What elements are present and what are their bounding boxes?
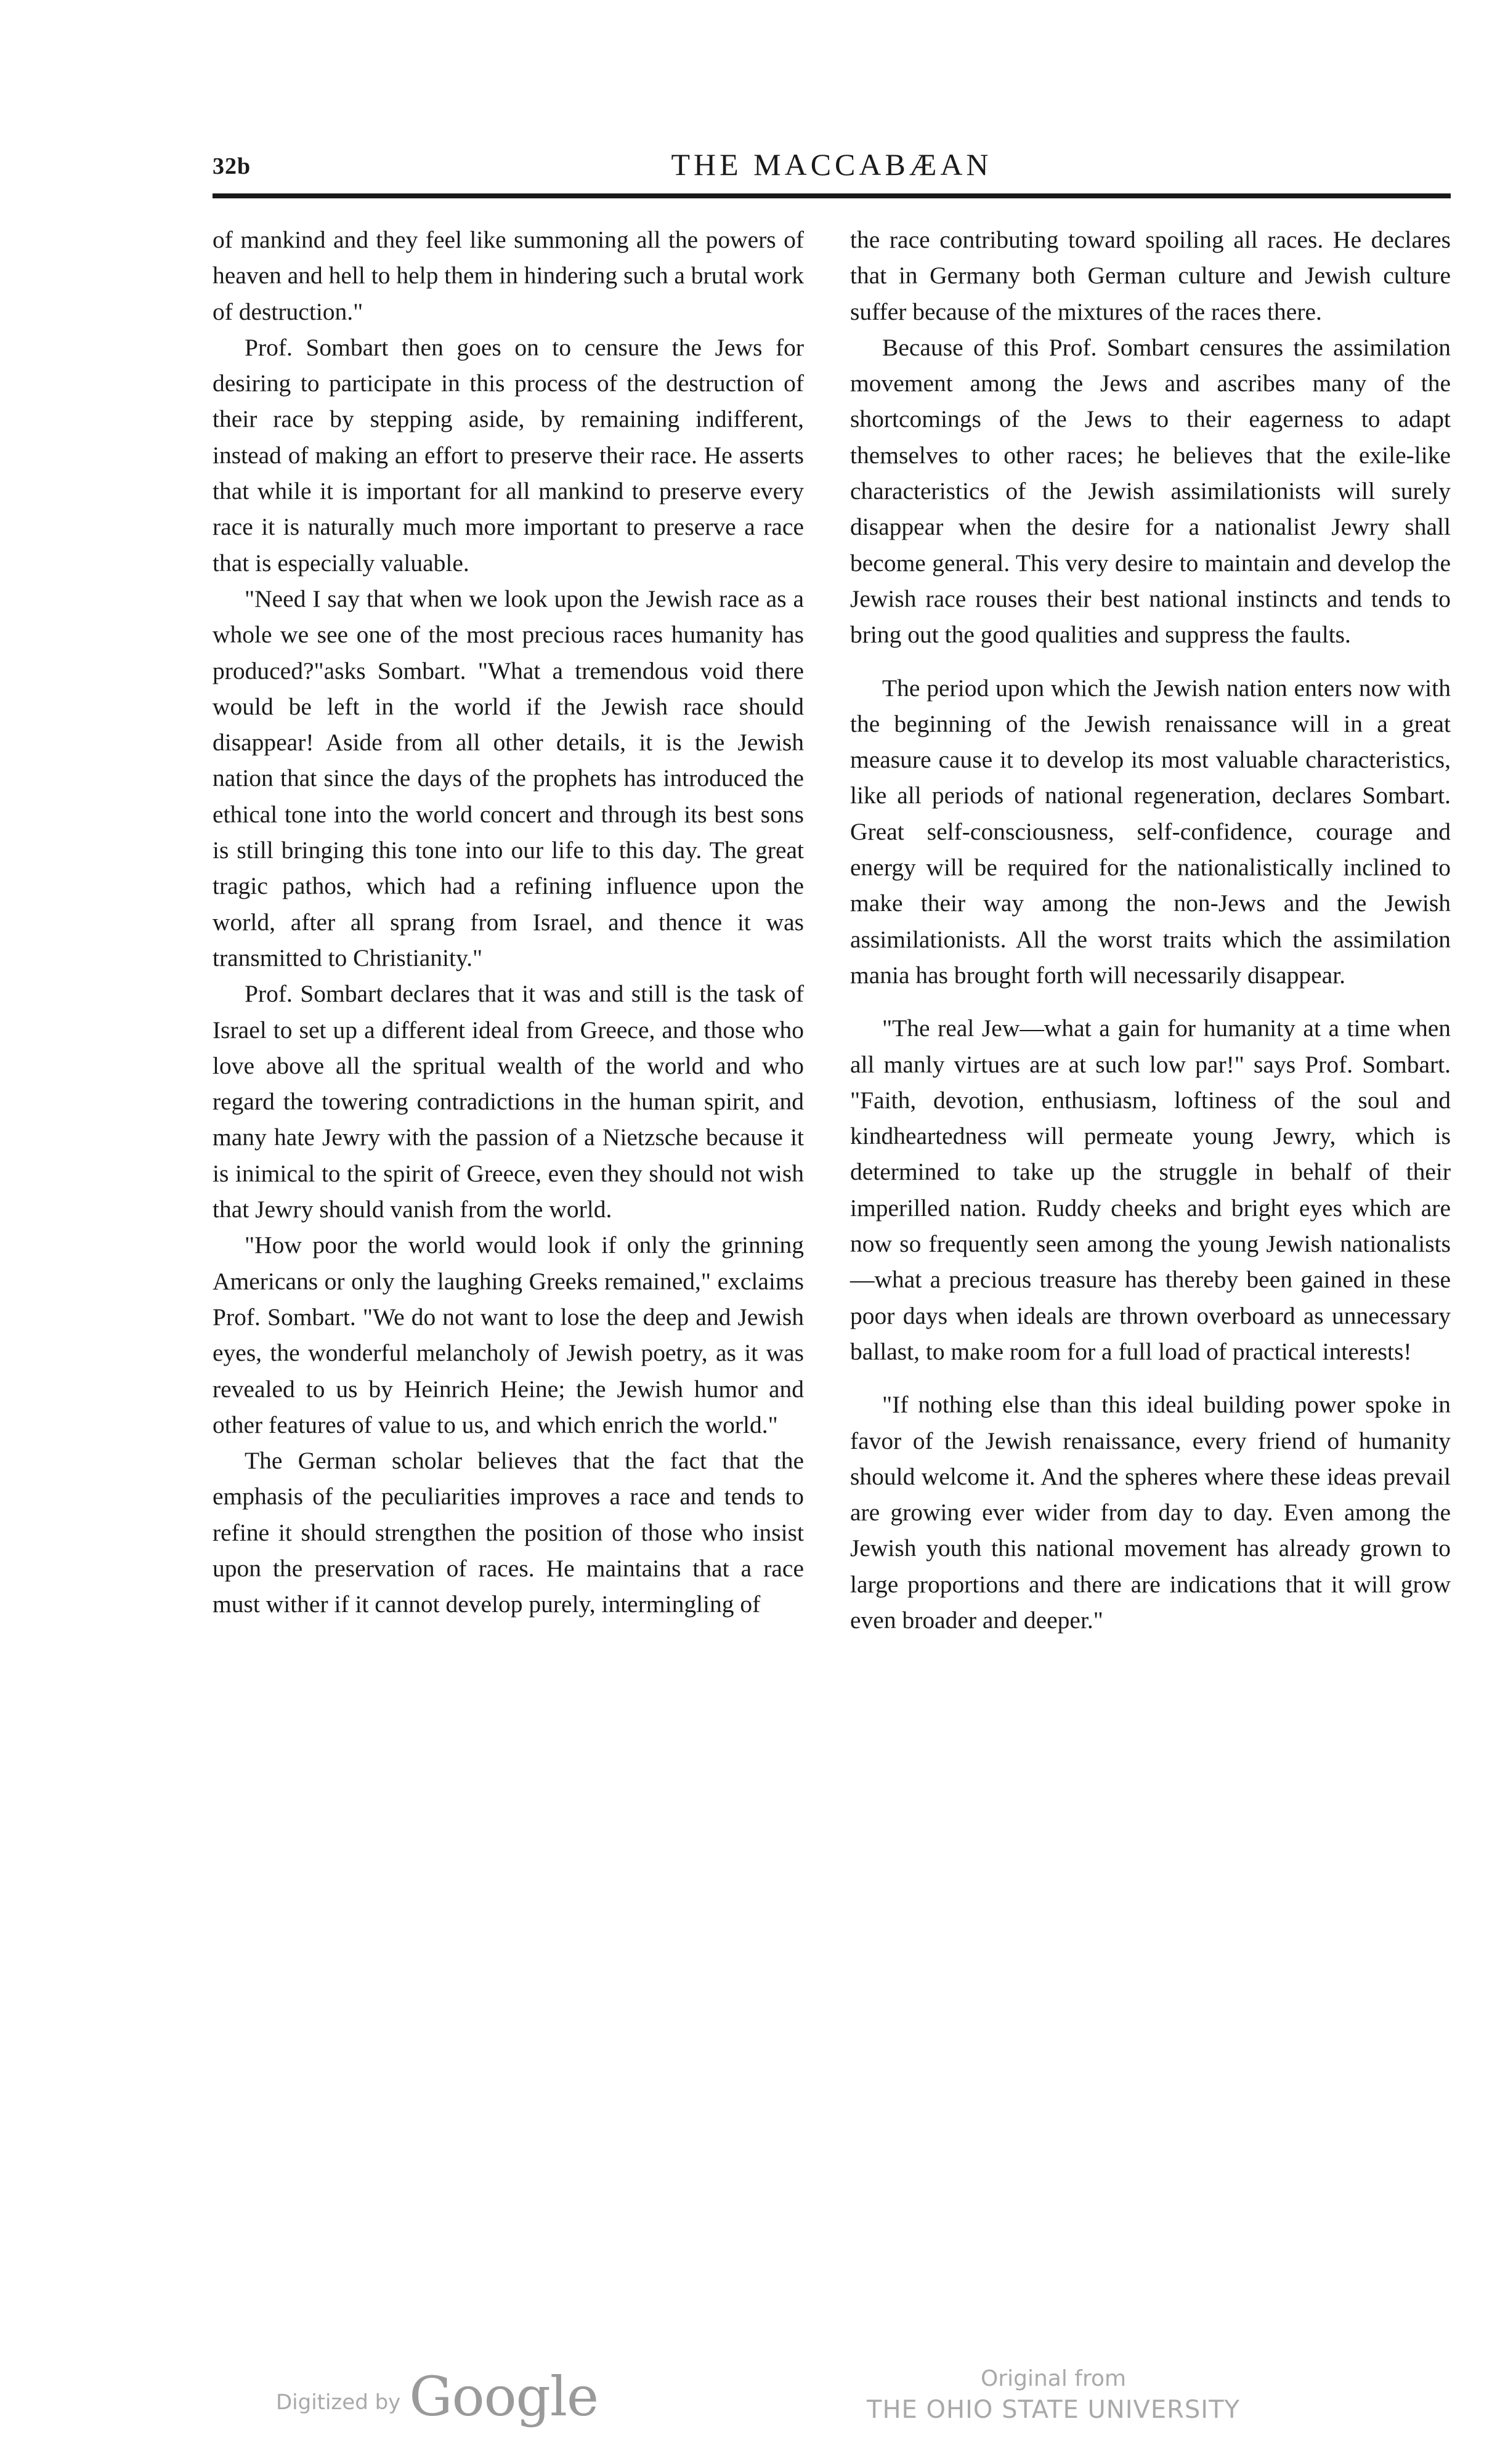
paragraph: "If nothing else than this ideal building power spoke in favor of the Jewish renaissance, every friend of humanity should welcome it. And the spheres where these ideas prevail are growing ever wider from day to day. Even among the Jewish youth this national movement has already grown to large proportions and there are indications that it will grow even broader and deeper.": [850, 1391, 1451, 1634]
institution-name: THE OHIO STATE UNIVERSITY: [867, 2396, 1240, 2424]
original-from-text: Original from: [980, 2366, 1127, 2391]
source-attribution: [853, 2364, 1254, 2426]
paragraph: "The real Jew—what a gain for humanity at a time when all manly virtues are at such low par!" says Prof. Sombart. "Faith, devotion, enthusiasm, loftiness of the soul and kindheartedness will permeate young Jewry, which is determined to take up the struggle in behalf of their imperilled nation. Ruddy cheeks and bright eyes which are now so frequently seen among the young Jewish nationalists—what a precious treasure has thereby been gained in these poor days when ideals are thrown overboard as unnecessary ballast, to make room for a full load of practical interests!: [850, 1015, 1451, 1365]
header-rule: [213, 193, 1451, 198]
page-number: 32b: [213, 153, 251, 179]
right-column: [850, 222, 1451, 1638]
running-title: THE MACCABÆAN: [671, 147, 992, 182]
paragraph: "How poor the world would look if only the grinning Americans or only the laughing Greeks remained," exclaims Prof. Sombart. "We do not want to lose the deep and Jewish eyes, the wonderful melancholy of Jewish poetry, as it was revealed to us by Heinrich Heine; the Jewish humor and other features of value to us, and which enrich the world.": [213, 1231, 804, 1438]
paragraph: the race contributing toward spoiling all races. He declares that in Germany both German culture and Jewish culture suffer because of the mixtures of the races there.: [850, 226, 1451, 325]
paragraph: "Need I say that when we look upon the Jewish race as a whole we see one of the most precious races humanity has produced?"asks Sombart. "What a tremendous void there would be left in the world if the Jewish race should disappear! Aside from all other details, it is the Jewish nation that since the days of the prophets has introduced the ethical tone into the world concert and through its best sons is still bringing this tone into our life to this day. The great tragic pathos, which had a refining influence upon the world, after all sprang from Israel, and thence it was transmitted to Christianity.": [213, 585, 804, 971]
digitized-by-text: Digitized by: [276, 2390, 401, 2415]
paragraph: Prof. Sombart then goes on to censure the Jews for desiring to participate in this process of the destruction of their race by stepping aside, by remaining indifferent, instead of making an effort to preserve their race. He asserts that while it is important for all mankind to preserve every race it is naturally much more important to preserve a race that is especially valuable.: [213, 333, 804, 577]
paragraph: Prof. Sombart declares that it was and still is the task of Israel to set up a different ideal from Greece, and those who love above all the spritual wealth of the world and who regard the towering contradictions in the human spirit, and many hate Jewry with the passion of a Nietzsche because it is inimical to the spirit of Greece, even they should not wish that Jewry should vanish from the world.: [213, 980, 804, 1223]
digitized-by-watermark: [276, 2359, 598, 2433]
paragraph: Because of this Prof. Sombart censures the assimilation movement among the Jews and ascribes many of the shortcomings of the Jews to their eagerness to adapt themselves to other races; he believes that the exile-like characteristics of the Jewish assimilationists will surely disappear when the desire for a nationalist Jewry shall become general. This very desire to maintain and develop the Jewish race rouses their best national instincts and tends to bring out the good qualities and suppress the faults.: [850, 333, 1451, 649]
google-logo: Google: [409, 2364, 599, 2428]
page-header: [213, 147, 1451, 190]
left-column: [213, 222, 804, 1623]
paragraph: The period upon which the Jewish nation enters now with the beginning of the Jewish renaissance will in a great measure cause it to develop its most valuable characteristics, like all periods of national regeneration, declares Sombart. Great self-consciousness, self-confidence, courage and energy will be required for the nationalistically inclined to make their way among the non-Jews and the Jewish assimilationists. All the worst traits which the assimilation mania has brought forth will necessarily disappear.: [850, 674, 1451, 989]
paragraph: of mankind and they feel like summoning all the powers of heaven and hell to help them in hindering such a brutal work of destruction.": [213, 226, 804, 325]
paragraph: The German scholar believes that the fact that the emphasis of the peculiarities improves a race and tends to refine it should strengthen the position of those who insist upon the preservation of races. He maintains that a race must wither if it cannot develop purely, intermingling of: [213, 1447, 804, 1618]
